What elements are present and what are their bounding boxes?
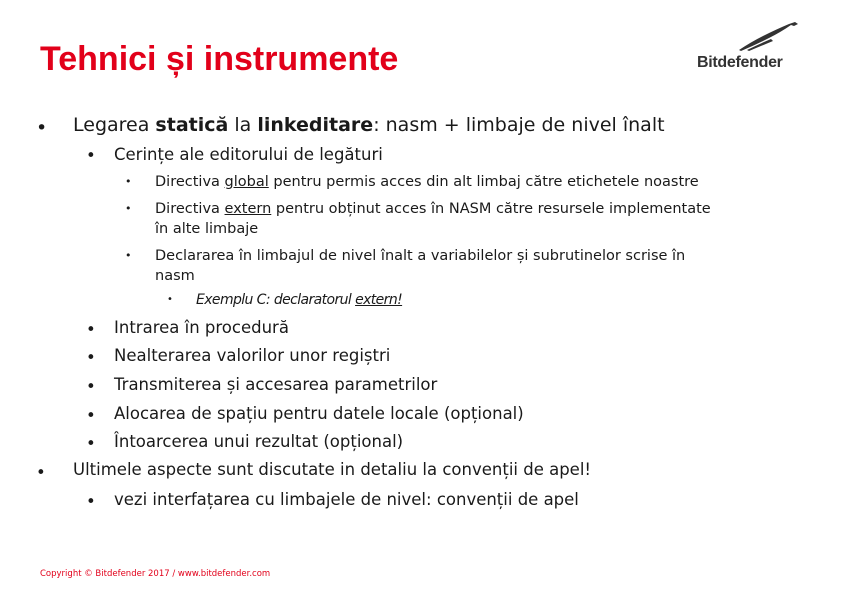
bullet-dot: •	[86, 146, 96, 165]
bullet-extern-directive-cont: în alte limbaje	[155, 221, 259, 237]
bullet-dot: •	[125, 249, 132, 262]
bullet-declaration: Declararea în limbajul de nivel înalt a variabilelor și subrutinelor scrise în	[155, 248, 686, 264]
bullet-extern-directive: Directiva extern pentru obținut acces în NASM către resursele implementate	[155, 201, 711, 217]
bullet-dot: •	[36, 463, 46, 482]
bullet-parameters: Transmiterea și accesarea parametrilor	[114, 375, 438, 394]
bullet-return-value: Întoarcerea unui rezultat (opțional)	[114, 432, 404, 451]
bitdefender-logo	[697, 20, 801, 78]
bullet-linker-requirements: Cerințe ale editorului de legături	[114, 145, 383, 164]
bullet-registers: Nealterarea valorilor unor regiștri	[114, 346, 391, 365]
bullet-local-data: Alocarea de spațiu pentru datele locale (opțional)	[114, 404, 524, 423]
bullet-static-linking: Legarea statică la linkeditare: nasm + limbaje de nivel înalt	[73, 114, 665, 136]
bullet-dot: •	[125, 175, 132, 188]
bullet-c-example: Exemplu C: declaratorul extern!	[196, 292, 403, 308]
bullet-dot: •	[36, 117, 48, 139]
wolf-icon	[737, 20, 799, 52]
bullet-dot: •	[125, 202, 132, 215]
bullet-dot: •	[86, 434, 96, 453]
bullet-dot: •	[86, 492, 96, 511]
bullet-global-directive: Directiva global pentru permis acces din alt limbaj către etichetele noastre	[155, 174, 699, 190]
bullet-declaration-cont: nasm	[155, 268, 195, 284]
bullet-interfacing: vezi interfațarea cu limbajele de nivel: convenții de apel	[114, 490, 579, 509]
footer-copyright: Copyright © Bitdefender 2017 / www.bitdefender.com	[40, 569, 271, 579]
slide-title: Tehnici și instrumente	[40, 40, 399, 78]
bullet-dot: •	[86, 377, 96, 396]
bullet-dot: •	[86, 348, 96, 367]
bullet-dot: •	[86, 320, 96, 339]
brand-name: Bitdefender	[697, 54, 783, 71]
bullet-dot: •	[167, 294, 173, 305]
bullet-procedure-entry: Intrarea în procedură	[114, 318, 289, 337]
bullet-calling-conventions: Ultimele aspecte sunt discutate in detaliu la convenții de apel!	[73, 460, 592, 479]
bullet-dot: •	[86, 406, 96, 425]
